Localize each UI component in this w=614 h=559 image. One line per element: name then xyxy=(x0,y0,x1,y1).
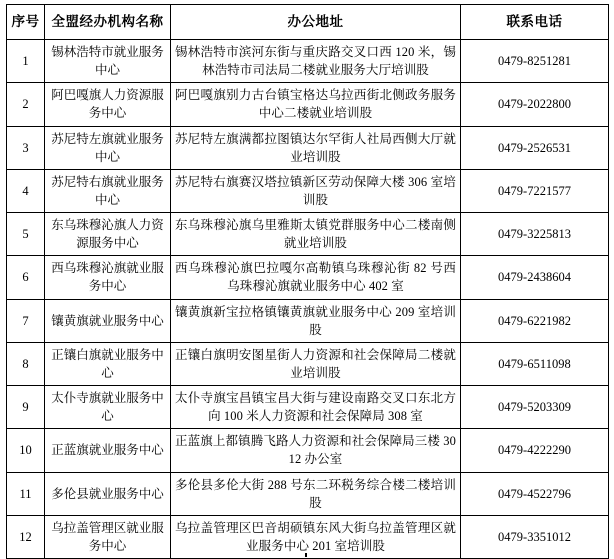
cell-index: 10 xyxy=(7,429,45,472)
cell-address: 镶黄旗新宝拉格镇镶黄旗就业服务中心 209 室培训股 xyxy=(171,299,461,342)
cell-address: 太仆寺旗宝昌镇宝昌大街与建设南路交叉口东北方向 100 米人力资源和社会保障局 308 室 xyxy=(171,386,461,429)
table-row xyxy=(7,169,609,212)
cell-index: 8 xyxy=(7,342,45,385)
cell-phone: 0479-3225813 xyxy=(461,213,609,256)
cell-index: 4 xyxy=(7,169,45,212)
cell-address: 多伦县多伦大街 288 号东二环税务综合楼二楼培训股 xyxy=(171,472,461,515)
table-row xyxy=(7,256,609,299)
column-header-address: 办公地址 xyxy=(171,5,461,40)
table-row xyxy=(7,83,609,126)
cell-organization: 西乌珠穆沁旗就业服务中心 xyxy=(45,256,171,299)
cell-phone: 0479-5203309 xyxy=(461,386,609,429)
cell-phone: 0479-6511098 xyxy=(461,342,609,385)
cell-phone: 0479-4222290 xyxy=(461,429,609,472)
column-header-phone: 联系电话 xyxy=(461,5,609,40)
cell-phone: 0479-4522796 xyxy=(461,472,609,515)
table-row xyxy=(7,213,609,256)
table-row xyxy=(7,342,609,385)
cell-address: 乌拉盖管理区巴音胡硕镇东风大街乌拉盖管理区就业服务中心 201 室培训股 xyxy=(171,515,461,558)
cell-organization: 乌拉盖管理区就业服务中心 xyxy=(45,515,171,558)
cell-phone: 0479-2526531 xyxy=(461,126,609,169)
cell-organization: 阿巴嘎旗人力资源服务中心 xyxy=(45,83,171,126)
cell-index: 7 xyxy=(7,299,45,342)
cell-address: 西乌珠穆沁旗巴拉嘎尔高勒镇乌珠穆沁街 82 号西乌珠穆沁旗就业服务中心 402 室 xyxy=(171,256,461,299)
cell-address: 阿巴嘎旗别力古台镇宝格达乌拉西街北侧政务服务中心二楼就业培训股 xyxy=(171,83,461,126)
table-header-row xyxy=(7,5,609,40)
table-row xyxy=(7,126,609,169)
table-row xyxy=(7,299,609,342)
cell-index: 2 xyxy=(7,83,45,126)
cell-organization: 正镶白旗就业服务中心 xyxy=(45,342,171,385)
cell-phone: 0479-8251281 xyxy=(461,40,609,83)
cell-organization: 苏尼特右旗就业服务中心 xyxy=(45,169,171,212)
cell-organization: 多伦县就业服务中心 xyxy=(45,472,171,515)
table-row xyxy=(7,386,609,429)
table-row xyxy=(7,40,609,83)
cell-phone: 0479-7221577 xyxy=(461,169,609,212)
cell-phone: 0479-2438604 xyxy=(461,256,609,299)
cell-address: 东乌珠穆沁旗乌里雅斯太镇党群服务中心二楼南侧就业培训股 xyxy=(171,213,461,256)
cell-organization: 镶黄旗就业服务中心 xyxy=(45,299,171,342)
table-row xyxy=(7,429,609,472)
table-row xyxy=(7,515,609,558)
column-header-index: 序号 xyxy=(7,5,45,40)
cell-organization: 太仆寺旗就业服务中心 xyxy=(45,386,171,429)
cell-index: 11 xyxy=(7,472,45,515)
cell-organization: 正蓝旗就业服务中心 xyxy=(45,429,171,472)
cell-phone: 0479-2022800 xyxy=(461,83,609,126)
cell-address: 苏尼特右旗赛汉塔拉镇新区劳动保障大楼 306 室培训股 xyxy=(171,169,461,212)
cell-index: 6 xyxy=(7,256,45,299)
cell-index: 5 xyxy=(7,213,45,256)
cell-phone: 0479-6221982 xyxy=(461,299,609,342)
cell-address: 苏尼特左旗满都拉图镇达尔罕街人社局西侧大厅就业培训股 xyxy=(171,126,461,169)
cell-index: 12 xyxy=(7,515,45,558)
cell-address: 正镶白旗明安图星街人力资源和社会保障局二楼就业培训股 xyxy=(171,342,461,385)
cell-address: 正蓝旗上都镇腾飞路人力资源和社会保障局三楼 3012 办公室 xyxy=(171,429,461,472)
cell-index: 1 xyxy=(7,40,45,83)
table-row xyxy=(7,472,609,515)
cell-address: 锡林浩特市滨河东街与重庆路交叉口西 120 米，锡林浩特市司法局二楼就业服务大厅培训股 xyxy=(171,40,461,83)
cell-index: 9 xyxy=(7,386,45,429)
cell-organization: 东乌珠穆沁旗人力资源服务中心 xyxy=(45,213,171,256)
column-header-organization: 全盟经办机构名称 xyxy=(45,5,171,40)
cell-index: 3 xyxy=(7,126,45,169)
cell-organization: 苏尼特左旗就业服务中心 xyxy=(45,126,171,169)
cell-organization: 锡林浩特市就业服务中心 xyxy=(45,40,171,83)
cell-phone: 0479-3351012 xyxy=(461,515,609,558)
agency-contact-table xyxy=(6,4,609,559)
page-cut-mark xyxy=(305,553,307,557)
